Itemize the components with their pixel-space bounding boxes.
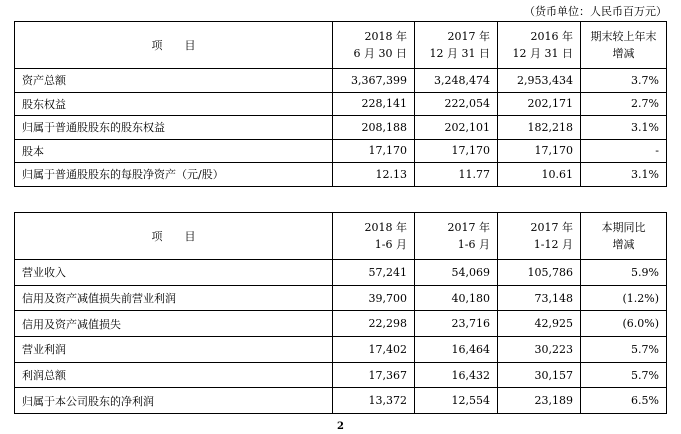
column-header-change-vs-prior-year-end: 期末较上年末 增减 <box>581 22 667 69</box>
value-cell: 3,248,474 <box>415 69 498 93</box>
value-cell: 12.13 <box>333 163 415 187</box>
value-cell: 202,101 <box>415 116 498 140</box>
table-row <box>15 337 667 363</box>
value-cell: 16,464 <box>415 337 498 363</box>
value-cell: 13,372 <box>333 388 415 414</box>
value-cell: 22,298 <box>333 311 415 337</box>
value-cell: 12,554 <box>415 388 498 414</box>
table-row <box>15 92 667 116</box>
column-header-yoy-change: 本期同比 增减 <box>581 213 667 260</box>
value-cell: 17,170 <box>415 139 498 163</box>
column-header-2018-h1: 2018 年 1-6 月 <box>333 213 415 260</box>
value-cell: 17,367 <box>333 362 415 388</box>
change-cell: 5.7% <box>581 362 667 388</box>
value-cell: 182,218 <box>498 116 581 140</box>
table-row <box>15 311 667 337</box>
value-cell: 202,171 <box>498 92 581 116</box>
table-row <box>15 285 667 311</box>
row-label: 股本 <box>15 139 333 163</box>
change-cell: 5.9% <box>581 260 667 286</box>
item-column-header: 项 目 <box>15 22 333 69</box>
column-header-2016-dec31: 2016 年 12 月 31 日 <box>498 22 581 69</box>
value-cell: 23,716 <box>415 311 498 337</box>
value-cell: 11.77 <box>415 163 498 187</box>
value-cell: 40,180 <box>415 285 498 311</box>
income-summary-table <box>14 212 667 414</box>
value-cell: 17,402 <box>333 337 415 363</box>
table-row <box>15 69 667 93</box>
row-label: 资产总额 <box>15 69 333 93</box>
row-label: 信用及资产减值损失 <box>15 311 333 337</box>
table-row <box>15 362 667 388</box>
row-label: 归属于普通股股东的每股净资产（元/股） <box>15 163 333 187</box>
value-cell: 105,786 <box>498 260 581 286</box>
table-row <box>15 116 667 140</box>
value-cell: 222,054 <box>415 92 498 116</box>
change-cell: 3.7% <box>581 69 667 93</box>
change-cell: 6.5% <box>581 388 667 414</box>
value-cell: 57,241 <box>333 260 415 286</box>
change-cell: (1.2%) <box>581 285 667 311</box>
change-cell: - <box>581 139 667 163</box>
row-label: 信用及资产减值损失前营业利润 <box>15 285 333 311</box>
table-row <box>15 388 667 414</box>
value-cell: 30,223 <box>498 337 581 363</box>
value-cell: 16,432 <box>415 362 498 388</box>
change-cell: 3.1% <box>581 163 667 187</box>
value-cell: 208,188 <box>333 116 415 140</box>
value-cell: 54,069 <box>415 260 498 286</box>
table-row <box>15 260 667 286</box>
value-cell: 23,189 <box>498 388 581 414</box>
change-cell: 5.7% <box>581 337 667 363</box>
table-row <box>15 139 667 163</box>
row-label: 营业利润 <box>15 337 333 363</box>
table-header-row <box>15 213 667 260</box>
value-cell: 39,700 <box>333 285 415 311</box>
row-label: 归属于普通股股东的股东权益 <box>15 116 333 140</box>
value-cell: 17,170 <box>498 139 581 163</box>
column-header-2017-h1: 2017 年 1-6 月 <box>415 213 498 260</box>
value-cell: 42,925 <box>498 311 581 337</box>
value-cell: 30,157 <box>498 362 581 388</box>
column-header-2017-dec31: 2017 年 12 月 31 日 <box>415 22 498 69</box>
value-cell: 3,367,399 <box>333 69 415 93</box>
row-label: 股东权益 <box>15 92 333 116</box>
value-cell: 10.61 <box>498 163 581 187</box>
value-cell: 17,170 <box>333 139 415 163</box>
row-label: 营业收入 <box>15 260 333 286</box>
value-cell: 2,953,434 <box>498 69 581 93</box>
column-header-2018-jun30: 2018 年 6 月 30 日 <box>333 22 415 69</box>
value-cell: 73,148 <box>498 285 581 311</box>
value-cell: 228,141 <box>333 92 415 116</box>
table-row <box>15 163 667 187</box>
item-column-header: 项 目 <box>15 213 333 260</box>
change-cell: (6.0%) <box>581 311 667 337</box>
table-header-row <box>15 22 667 69</box>
currency-unit-note: （货币单位：人民币百万元） <box>524 5 667 18</box>
row-label: 归属于本公司股东的净利润 <box>15 388 333 414</box>
row-label: 利润总额 <box>15 362 333 388</box>
balance-summary-table <box>14 21 667 187</box>
change-cell: 3.1% <box>581 116 667 140</box>
page-number: 2 <box>337 421 344 432</box>
change-cell: 2.7% <box>581 92 667 116</box>
column-header-2017-full-year: 2017 年 1-12 月 <box>498 213 581 260</box>
